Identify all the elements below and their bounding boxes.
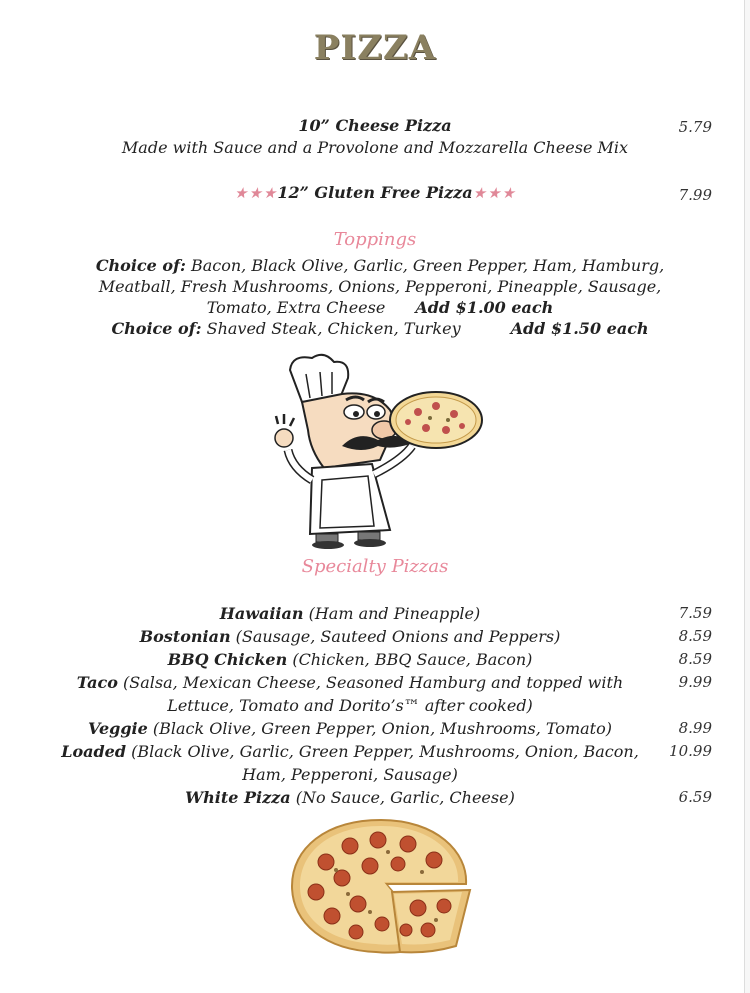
specialty-item-veggie [30, 717, 670, 740]
specialty-item-bostonian [30, 625, 670, 648]
toppings-heading: Toppings [333, 229, 417, 250]
item-name: Loaded [61, 742, 127, 761]
page-title: PIZZA [313, 28, 437, 68]
stars-right-icon: ★★★ [472, 184, 516, 202]
stars-left-icon: ★★★ [234, 184, 278, 202]
item-desc: (Chicken, BBQ Sauce, Bacon) [287, 650, 533, 669]
item-desc: (Black Olive, Green Pepper, Onion, Mushrooms, Tomato) [147, 719, 612, 738]
specialty-heading: Specialty Pizzas [301, 556, 449, 577]
item-name: Veggie [88, 719, 148, 738]
price-veggie: 8.99 [678, 719, 712, 737]
toppings-add-1: Add $1.00 each [415, 298, 554, 317]
toppings-line4: Shaved Steak, Chicken, Turkey [201, 319, 461, 338]
cheese-pizza-name: 10” Cheese Pizza [298, 116, 452, 135]
price-bbq-chicken: 8.59 [678, 650, 712, 668]
item-desc: (No Sauce, Garlic, Cheese) [290, 788, 515, 807]
price-hawaiian: 7.59 [678, 604, 712, 622]
item-name: Hawaiian [219, 604, 304, 623]
cheese-pizza-desc: Made with Sauce and a Provolone and Mozzarella Cheese Mix [121, 138, 629, 157]
specialty-item-hawaiian [30, 602, 670, 625]
item-desc: (Ham and Pineapple) [303, 604, 481, 623]
specialty-item-white [30, 786, 670, 809]
gluten-free-name: 12” Gluten Free Pizza [277, 183, 473, 202]
item-name: White Pizza [185, 788, 291, 807]
cheese-pizza-item [0, 116, 750, 135]
toppings-line1: Bacon, Black Olive, Garlic, Green Pepper, Ham, Hamburg, [185, 256, 665, 275]
item-name: BBQ Chicken [167, 650, 288, 669]
item-desc: (Black Olive, Garlic, Green Pepper, Mushrooms, Onion, Bacon, [126, 742, 639, 761]
chef-icon [262, 350, 487, 550]
toppings-add-2: Add $1.50 each [510, 319, 649, 338]
pizza-icon [286, 812, 476, 957]
toppings-choice-label-2: Choice of: [111, 319, 202, 338]
toppings-line2: Meatball, Fresh Mushrooms, Onions, Pepperoni, Pineapple, Sausage, [98, 277, 662, 296]
specialty-item-bbq-chicken [30, 648, 670, 671]
item-desc: (Sausage, Sauteed Onions and Peppers) [230, 627, 561, 646]
specialty-item-taco-line2: Lettuce, Tomato and Dorito’s™ after cooked) [167, 696, 533, 715]
toppings-choice-label: Choice of: [95, 256, 186, 275]
price-white: 6.59 [678, 788, 712, 806]
toppings-line3: Tomato, Extra Cheese [206, 298, 386, 317]
specialty-item-loaded [30, 740, 670, 763]
item-desc: (Salsa, Mexican Cheese, Seasoned Hamburg and topped with [117, 673, 624, 692]
toppings-list [60, 255, 700, 339]
price-bostonian: 8.59 [678, 627, 712, 645]
specialty-list [30, 602, 670, 809]
cheese-pizza-price: 5.79 [678, 118, 712, 136]
specialty-item-taco [30, 671, 670, 694]
specialty-item-loaded-line2: Ham, Pepperoni, Sausage) [242, 765, 458, 784]
gluten-free-item [0, 183, 750, 202]
item-name: Taco [76, 673, 118, 692]
gluten-free-price: 7.99 [678, 186, 712, 204]
item-name: Bostonian [139, 627, 231, 646]
price-taco: 9.99 [678, 673, 712, 691]
price-loaded: 10.99 [669, 742, 712, 760]
